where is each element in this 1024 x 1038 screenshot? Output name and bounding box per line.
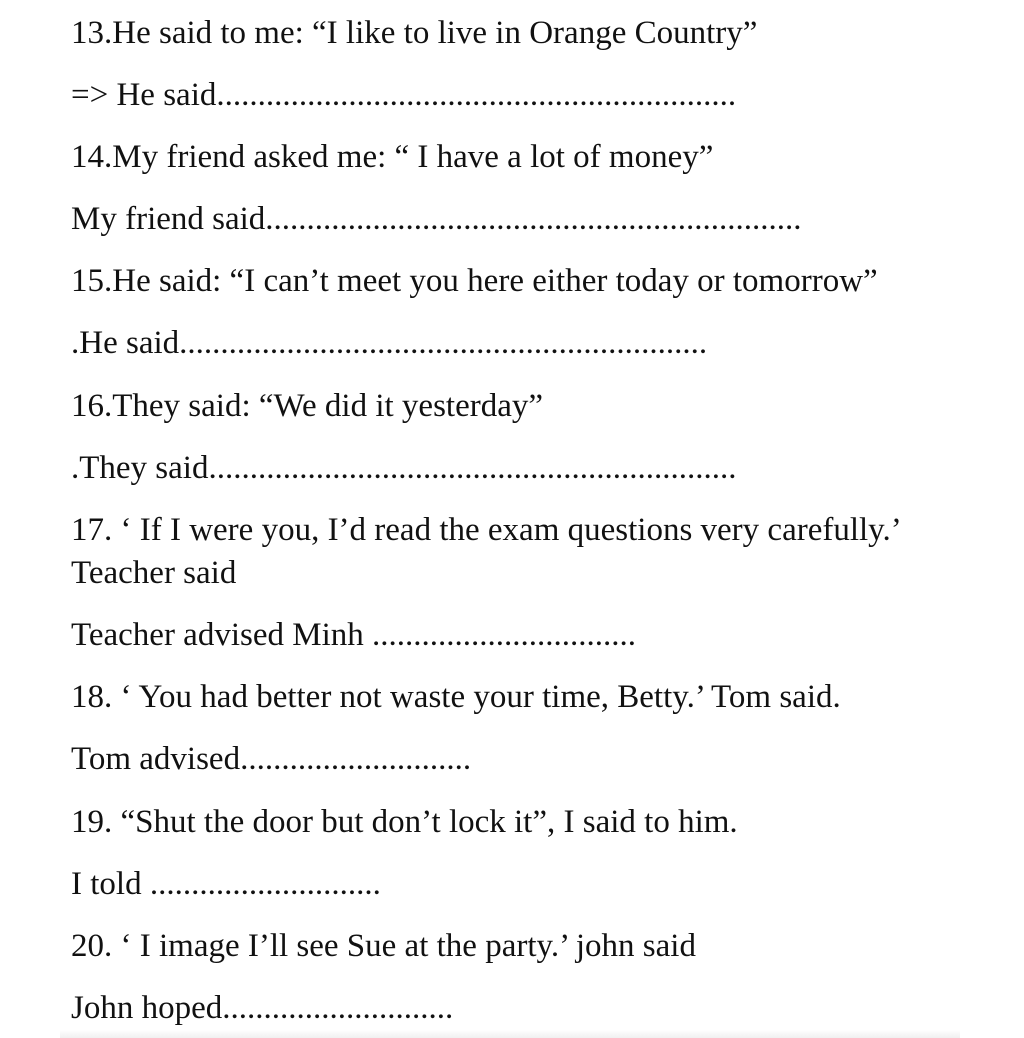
exercise-18-answer-line: Tom advised............................ xyxy=(71,741,472,777)
exercise-15-prompt: 15.He said: “I can’t meet you here either today or tomorrow” xyxy=(71,263,878,299)
exercise-13-answer-line: => He said............................................................... xyxy=(71,77,737,113)
exercise-20-prompt: 20. ‘ I image I’ll see Sue at the party.’ john said xyxy=(71,928,696,964)
cut-off-next-line xyxy=(60,1030,960,1038)
exercise-13-prompt: 13.He said to me: “I like to live in Orange Country” xyxy=(71,15,758,51)
exercise-17-prompt-continued: Teacher said xyxy=(71,555,237,591)
exercise-17-answer-line: Teacher advised Minh ................................ xyxy=(71,617,636,653)
exercise-14-prompt: 14.My friend asked me: “ I have a lot of money” xyxy=(71,139,714,175)
exercise-19-answer-line: I told ............................ xyxy=(71,866,381,902)
exercise-14-answer-line: My friend said................................................................. xyxy=(71,201,802,237)
exercise-18-prompt: 18. ‘ You had better not waste your time, Betty.’ Tom said. xyxy=(71,679,841,715)
exercise-16-prompt: 16.They said: “We did it yesterday” xyxy=(71,388,544,424)
exercise-17-prompt: 17. ‘ If I were you, I’d read the exam questions very carefully.’ xyxy=(71,512,902,548)
exercise-16-answer-line: .They said................................................................ xyxy=(71,450,737,486)
exercise-19-prompt: 19. “Shut the door but don’t lock it”, I said to him. xyxy=(71,804,738,840)
exercise-20-answer-line: John hoped............................ xyxy=(71,990,454,1026)
exercise-15-answer-line: .He said................................................................ xyxy=(71,325,708,361)
